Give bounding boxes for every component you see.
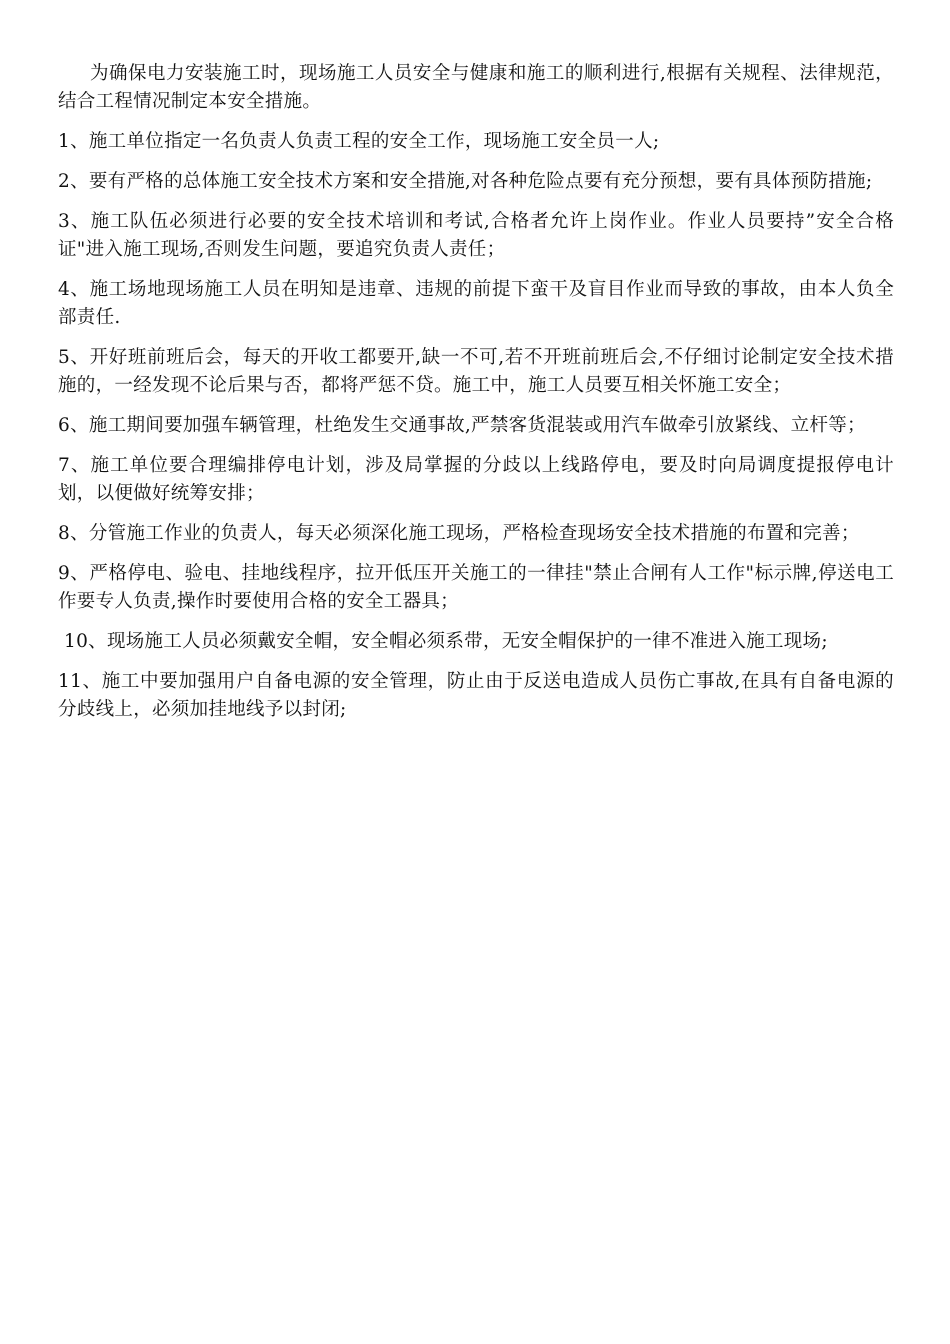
document-body [58,60,894,736]
measure-item-9: 9、严格停电、验电、挂地线程序，拉开低压开关施工的一律挂"禁止合闸有人工作"标示牌,停送电工作要专人负责,操作时要使用合格的安全工器具； [58,563,894,612]
measure-item-11: 11、施工中要加强用户自备电源的安全管理，防止由于反送电造成人员伤亡事故,在具有自备电源的分歧线上，必须加挂地线予以封闭; [58,671,894,720]
measure-item-6: 6、施工期间要加强车辆管理，杜绝发生交通事故,严禁客货混装或用汽车做牵引放紧线、立杆等； [58,415,866,436]
measure-item-4: 4、施工场地现场施工人员在明知是违章、违规的前提下蛮干及盲目作业而导致的事故，由本人负全部责任. [58,279,894,328]
measure-item-1: 1、施工单位指定一名负责人负责工程的安全工作，现场施工安全员一人; [58,131,660,152]
measure-item-8: 8、分管施工作业的负责人，每天必须深化施工现场，严格检查现场安全技术措施的布置和完善； [58,523,860,544]
measure-item-2: 2、要有严格的总体施工安全技术方案和安全措施,对各种危险点要有充分预想，要有具体预防措施; [58,171,873,192]
intro-paragraph: 为确保电力安装施工时，现场施工人员安全与健康和施工的顺利进行,根据有关规程、法律规范，结合工程情况制定本安全措施。 [58,63,894,112]
measure-item-10: 10、现场施工人员必须戴安全帽，安全帽必须系带，无安全帽保护的一律不准进入施工现场; [64,631,828,652]
measure-item-3: 3、施工队伍必须进行必要的安全技术培训和考试,合格者允许上岗作业。作业人员要持”安全合格证"进入施工现场,否则发生问题，要追究负责人责任； [58,211,894,260]
measure-item-7: 7、施工单位要合理编排停电计划，涉及局掌握的分歧以上线路停电，要及时向局调度提报停电计划，以便做好统筹安排； [58,455,894,504]
measure-item-5: 5、开好班前班后会，每天的开收工都要开,缺一不可,若不开班前班后会,不仔细讨论制定安全技术措施的，一经发现不论后果与否，都将严惩不贷。施工中，施工人员要互相关怀施工安全； [58,347,894,396]
